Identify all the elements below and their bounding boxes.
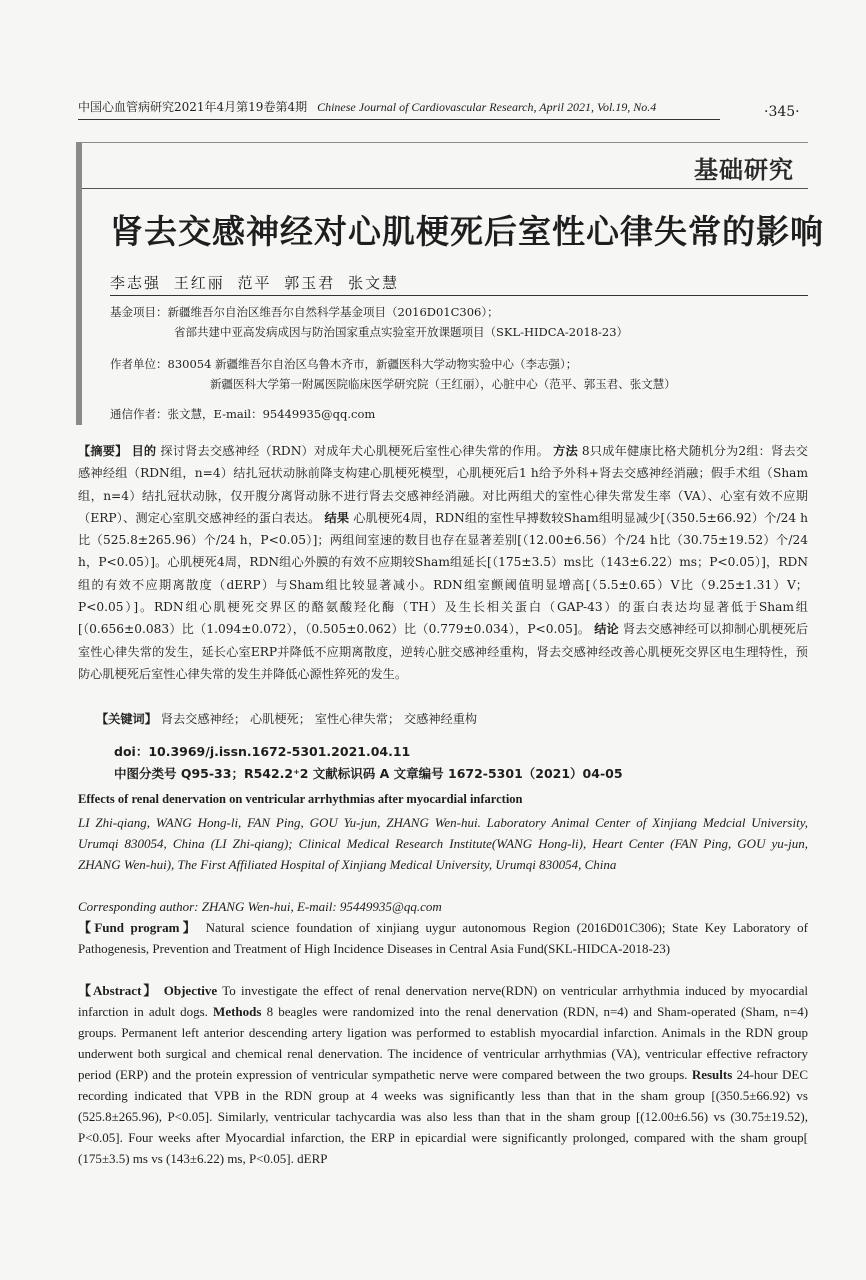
running-head-en: Chinese Journal of Cardiovascular Research, April 2021, Vol.19, No.4 — [317, 100, 657, 114]
en-corresponding: Corresponding author: ZHANG Wen-hui, E-mail: 95449935@qq.com — [78, 899, 442, 914]
en-abstract — [78, 980, 808, 1169]
fund-info — [110, 302, 628, 342]
en-methods: 8 beagles were randomized into the renal denervation (RDN, n=4) and Sham-operated (Sham, n=4) groups. Permanent left anterior descending artery ligation was performed to establish myocardial infarction. Animals in the RDN group underwent both surgical and chemical renal denervation. The incidence of ventricular arrhythmias (VA), ventricular effective refractory period (ERP) and the protein expression of ventricular sympathetic nerve were compared between the two groups. — [78, 1004, 809, 1082]
affiliation-line-1: 作者单位：830054 新疆维吾尔自治区乌鲁木齐市，新疆医科大学动物实验中心（李志强）； — [110, 357, 578, 371]
corresponding-info: 通信作者：张文慧，E-mail：95449935@qq.com — [110, 407, 376, 421]
cn-keywords-label: 【关键词】 — [96, 712, 157, 726]
top-rule — [82, 142, 808, 143]
en-authors: LI Zhi-qiang, WANG Hong-li, FAN Ping, GOU Yu-jun, ZHANG Wen-hui. Laboratory Animal Center of Xinjiang Medcial University, Urumqi 830054, China (LI Zhi-qiang); Clinical Medical Research Institute(WANG Hong-li), Heart Center (FAN Ping, GOU yu-jun, ZHANG Wen-hui), The First Affiliated Hospital of Xinjiang Medical University, Urumqi 830054, China — [78, 815, 808, 872]
en-fund — [78, 917, 808, 959]
author-rule — [110, 295, 808, 296]
running-head — [78, 98, 656, 115]
en-results-label: Results — [691, 1067, 733, 1082]
section-label: 基础研究 — [694, 156, 794, 184]
cn-keywords — [96, 710, 477, 727]
affiliation-info — [110, 354, 676, 394]
cn-abstract-label: 【摘要】 — [78, 444, 128, 458]
en-results: 24-hour DEC recording indicated that VPB in the RDN group at 4 weeks was significantly less than that in the sham group [(350.5±66.92) vs (525.8±265.96), P<0.05]. Similarly, ventricular tachycardia was also less than that in the sham group [(12.00±6.56) vs (30.75±19.52), P<0.05]. Four weeks after Myocardial infarction, the ERP in epicardial were significantly prolonged, compared with the sham group[ (175±3.5) ms vs (143±6.22) ms, P<0.05]. dERP — [78, 1067, 808, 1166]
classification: 中图分类号 Q95-33；R542.2⁺2 文献标识码 A 文章编号 1672-5301（2021）04-05 — [114, 766, 623, 781]
author-list: 李志强 王红丽 范平 郭玉君 张文慧 — [110, 274, 400, 292]
cn-objective-label: 目的 — [131, 444, 157, 458]
doi: doi：10.3969/j.issn.1672-5301.2021.04.11 — [114, 744, 411, 759]
cn-results: 心肌梗死4周，RDN组的室性早搏数较Sham组明显减少[（350.5±66.92）个/24 h比（525.8±265.96）个/24 h，P<0.05）]；两组间室速的数目也存在显著差别[（12.00±6.56）个/24 h比（30.75±19.52）个/24 h，P<0.05）]。心肌梗死4周，RDN组心外膜的有效不应期较Sham组延长[（175±3.5）ms比（143±6.22）ms；P<0.05）]，RDN组的有效不应期离散度（dERP）与Sham组比较显著减小。RDN组室颤阈值明显增高[（5.5±0.65）V比（9.25±1.31）V；P<0.05）]。RDN组心肌梗死交界区的酪氨酸羟化酶（TH）及生长相关蛋白（GAP-43）的蛋白表达均显著低于Sham组[（0.656±0.083）比（1.094±0.072），（0.505±0.062）比（0.779±0.034），P<0.05]。 — [78, 510, 809, 637]
en-fund-label: 【Fund program】 — [78, 920, 200, 935]
cn-abstract — [78, 440, 808, 685]
cn-keywords-text: 肾去交感神经； 心肌梗死； 室性心律失常； 交感神经重构 — [160, 712, 478, 726]
page-number: ·345· — [764, 104, 800, 120]
cn-methods: 8只成年健康比格犬随机分为2组：肾去交感神经组（RDN组，n=4）结扎冠状动脉前降支构建心肌梗死模型，心肌梗死后1 h给予外科+肾去交感神经消融；假手术组（Sham组，n=4）结扎冠状动脉，仅开腹分离肾动脉不进行肾去交感神经消融。对比两组犬的室性心律失常发生率（VA）、心室有效不应期（ERP）、测定心室肌交感神经的蛋白表达。 — [78, 444, 808, 525]
en-title: Effects of renal denervation on ventricular arrhythmias after myocardial infarction — [78, 792, 523, 806]
section-rule — [82, 188, 808, 189]
affiliation-line-2: 新疆医科大学第一附属医院临床医学研究院（王红丽），心脏中心（范平、郭玉君、张文慧） — [210, 377, 676, 391]
cn-conclusion-label: 结论 — [594, 622, 619, 637]
cn-methods-label: 方法 — [553, 444, 578, 458]
fund-line-2: 省部共建中亚高发病成因与防治国家重点实验室开放课题项目（SKL-HIDCA-2018-23） — [174, 325, 629, 339]
article-title: 肾去交感神经对心肌梗死后室性心律失常的影响 — [110, 212, 824, 251]
running-head-cn: 中国心血管病研究2021年4月第19卷第4期 — [78, 100, 308, 114]
en-abstract-label: 【Abstract】 — [78, 983, 159, 998]
cn-objective: 探讨肾去交感神经（RDN）对成年犬心肌梗死后室性心律失常的作用。 — [160, 444, 550, 458]
en-methods-label: Methods — [213, 1004, 262, 1019]
running-head-rule — [78, 119, 720, 120]
en-fund-text: Natural science foundation of xinjiang uygur autonomous Region (2016D01C306); State Key Laboratory of Pathogenesis, Prevention and Treatment of High Incidence Diseases in Central Asia Fund(SKL-HIDCA-2018-23) — [78, 920, 808, 956]
en-objective: To investigate the effect of renal denervation nerve(RDN) on ventricular arrhythmia induced by myocardial infarction in adult dogs. — [78, 983, 808, 1019]
cn-results-label: 结果 — [324, 510, 350, 525]
cn-conclusion: 肾去交感神经可以抑制心肌梗死后室性心律失常的发生，延长心室ERP并降低不应期离散度，逆转心脏交感神经重构，肾去交感神经改善心肌梗死交界区电生理特性，预防心肌梗死后室性心律失常的发生并降低心源性猝死的发生。 — [78, 622, 809, 681]
en-objective-label: Objective — [163, 983, 218, 998]
left-accent-bar — [76, 142, 82, 425]
fund-line-1: 基金项目：新疆维吾尔自治区维吾尔自然科学基金项目（2016D01C306）； — [110, 305, 499, 319]
